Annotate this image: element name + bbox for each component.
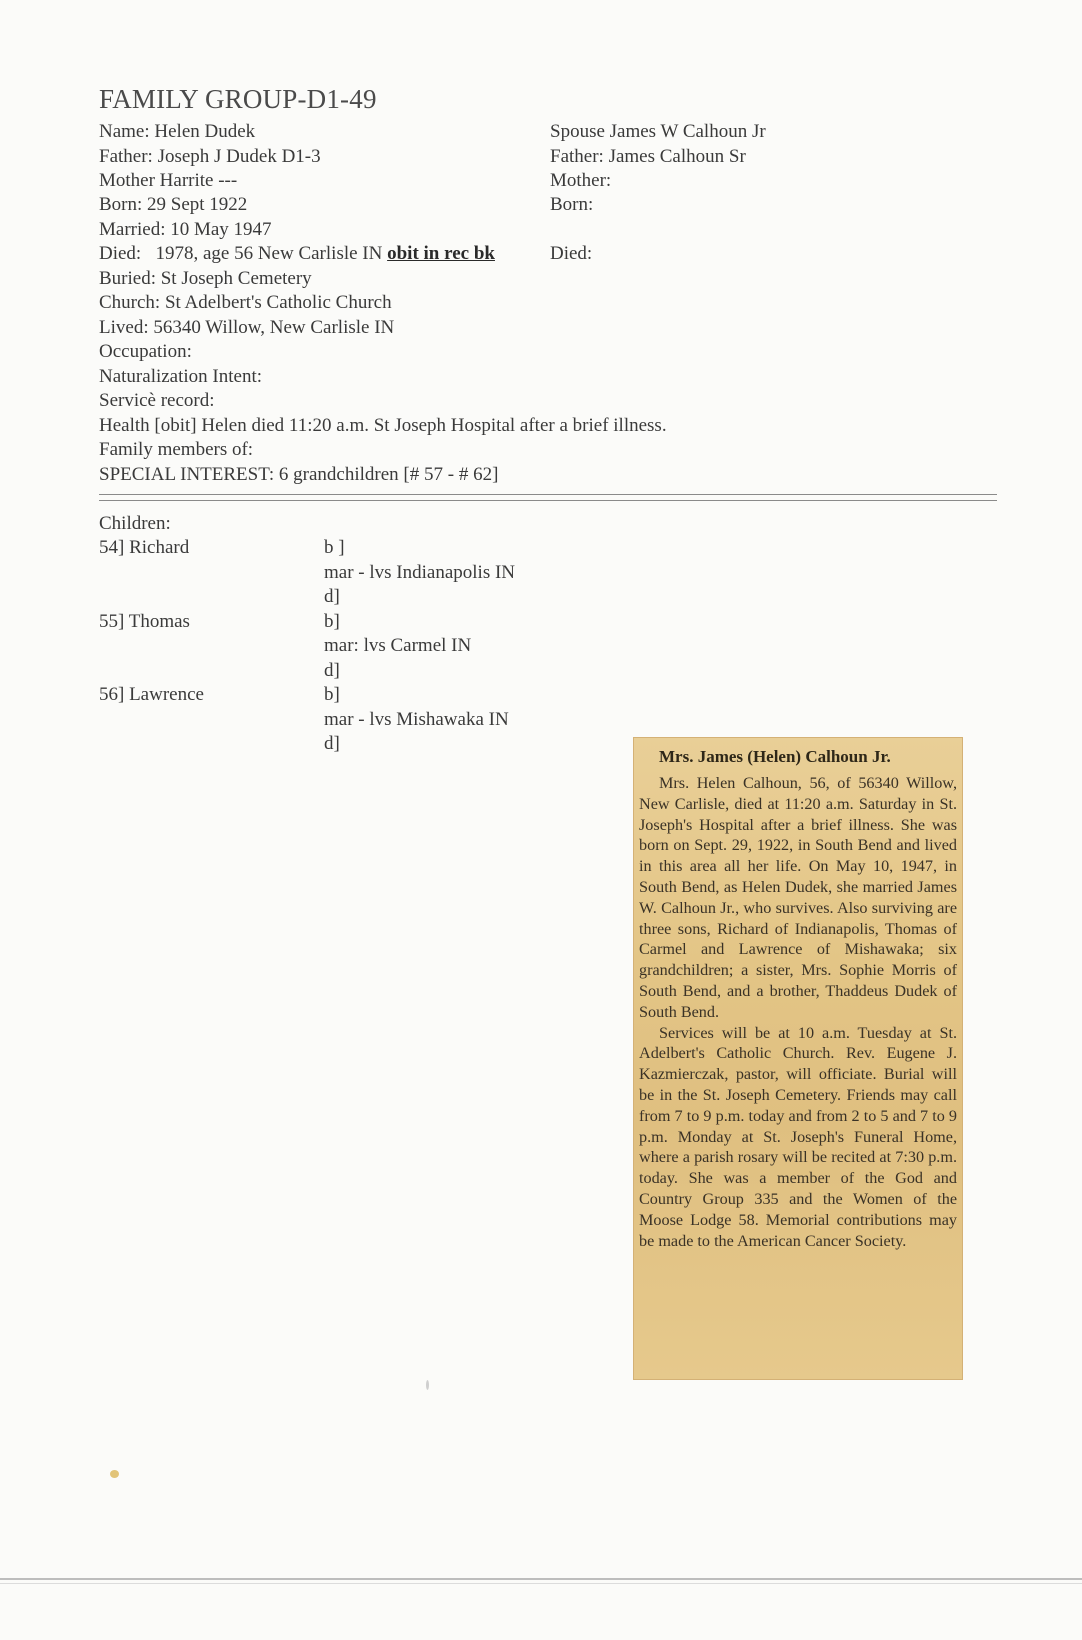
clipping-paragraph: Mrs. Helen Calhoun, 56, of 56340 Willow, New Carlisle, died at 11:20 a.m. Saturday in St. Joseph's Hospital after a brief illness. She was born on Sept. 29, 1922, in South Bend and lived in this area all her life. On May 10, 1947, in South Bend, as Helen Dudek, she married James W. Calhoun Jr., who survives. Also surviving are three sons, Richard of Indianapolis, Thomas of Carmel and Lawrence of Mishawaka; six grandchildren; a sister, Mrs. Sophie Morris of South Bend, and a brother, Thaddeus Dudek of South Bend. bbox=[639, 774, 957, 1021]
field-mother: Mother Harrite --- bbox=[99, 170, 238, 191]
child-birth: b] bbox=[324, 684, 340, 705]
double-separator bbox=[99, 494, 997, 501]
child-death: d] bbox=[324, 733, 340, 754]
obit-reference: obit in rec bk bbox=[387, 243, 495, 264]
child-name: 54] Richard bbox=[99, 537, 190, 558]
field-health: Health [obit] Helen died 11:20 a.m. St Joseph Hospital after a brief illness. bbox=[99, 415, 667, 436]
field-service-record: Servicè record: bbox=[99, 390, 215, 411]
field-lived: Lived: 56340 Willow, New Carlisle IN bbox=[99, 317, 395, 338]
field-church: Church: St Adelbert's Catholic Church bbox=[99, 292, 392, 313]
field-born: Born: 29 Sept 1922 bbox=[99, 194, 248, 215]
field-occupation: Occupation: bbox=[99, 341, 192, 362]
field-name: Name: Helen Dudek bbox=[99, 121, 256, 142]
scan-edge-line bbox=[0, 1583, 1082, 1584]
clipping-headline: Mrs. James (Helen) Calhoun Jr. bbox=[659, 747, 891, 766]
field-buried: Buried: St Joseph Cemetery bbox=[99, 268, 312, 289]
child-name: 56] Lawrence bbox=[99, 684, 204, 705]
child-birth: b ] bbox=[324, 537, 345, 558]
spouse-born: Born: bbox=[550, 194, 594, 215]
child-death: d] bbox=[324, 586, 340, 607]
field-family-members: Family members of: bbox=[99, 439, 254, 460]
page-title: FAMILY GROUP-D1-49 bbox=[99, 84, 377, 114]
spouse-name: Spouse James W Calhoun Jr bbox=[550, 121, 766, 142]
child-marriage: mar: lvs Carmel IN bbox=[324, 635, 472, 656]
field-special-interest: SPECIAL INTEREST: 6 grandchildren [# 57 - # 62] bbox=[99, 464, 499, 485]
spouse-died: Died: bbox=[550, 243, 593, 264]
scan-edge-line bbox=[0, 1578, 1082, 1580]
field-father: Father: Joseph J Dudek D1-3 bbox=[99, 146, 321, 167]
field-died bbox=[99, 242, 495, 266]
obituary-clipping bbox=[633, 737, 963, 1380]
spouse-mother: Mother: bbox=[550, 170, 612, 191]
clipping-paragraph: Services will be at 10 a.m. Tuesday at St. Adelbert's Catholic Church. Rev. Eugene J. Kazmierczak, pastor, will officiate. Burial will be in the St. Joseph Cemetery. Friends may call from 7 to 9 p.m. today and from 2 to 5 and 7 to 9 p.m. Monday at St. Joseph's Funeral Home, where a parish rosary will be recited at 7:30 p.m. today. She was a member of the God and Country Group 335 and the Women of the Moose Lodge 58. Memorial contributions may be made to the American Cancer Society. bbox=[639, 1023, 957, 1250]
child-death: d] bbox=[324, 660, 340, 681]
scan-speck bbox=[110, 1470, 119, 1478]
child-marriage: mar - lvs Indianapolis IN bbox=[324, 562, 516, 583]
field-naturalization: Naturalization Intent: bbox=[99, 366, 263, 387]
children-label: Children: bbox=[99, 513, 171, 534]
spouse-father: Father: James Calhoun Sr bbox=[550, 146, 746, 167]
died-text: Died: 1978, age 56 New Carlisle IN bbox=[99, 243, 388, 264]
child-name: 55] Thomas bbox=[99, 611, 190, 632]
field-married: Married: 10 May 1947 bbox=[99, 219, 272, 240]
clipping-body bbox=[639, 773, 957, 1251]
scan-speck bbox=[426, 1380, 429, 1390]
child-birth: b] bbox=[324, 611, 340, 632]
child-marriage: mar - lvs Mishawaka IN bbox=[324, 709, 509, 730]
